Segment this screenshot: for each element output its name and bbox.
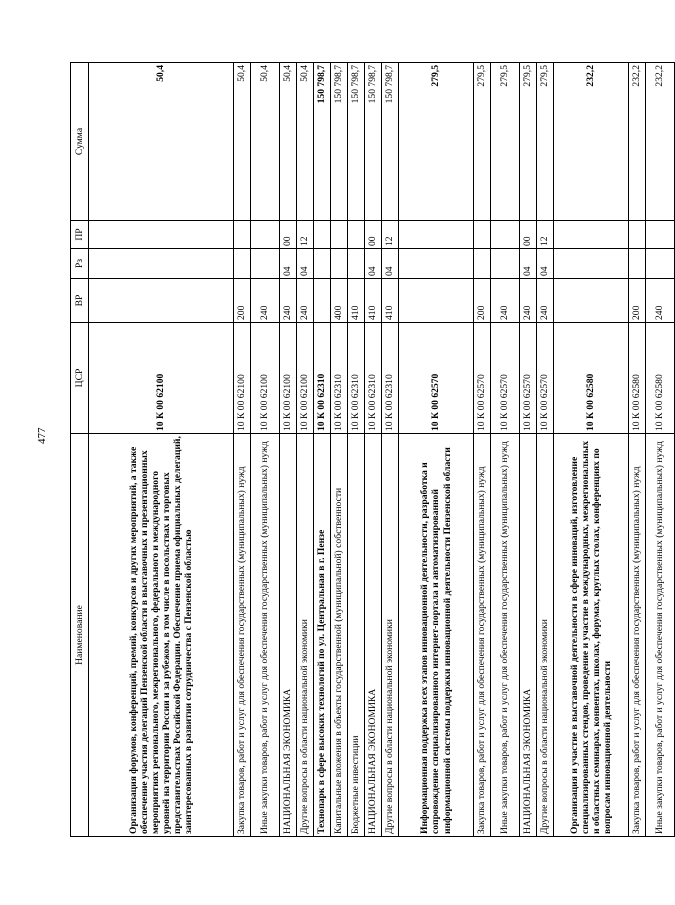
row-vr: 410 — [365, 279, 382, 323]
row-name: Информационная поддержка всех этапов инновационной деятельности, разработка и сопровождение специализированного интернет-портала и автоматизированной информационной системы поддержки инновационной деятельности Пензенской области — [399, 434, 474, 837]
row-csr: 10 К 00 62310 — [331, 323, 348, 434]
row-rz — [234, 249, 251, 279]
row-vr: 400 — [331, 279, 348, 323]
row-vr — [399, 279, 474, 323]
row-vr — [89, 279, 234, 323]
row-sum: 232,2 — [646, 63, 675, 221]
row-rz — [251, 249, 280, 279]
budget-table — [70, 62, 675, 837]
table-header-row — [71, 63, 89, 837]
row-vr: 240 — [280, 279, 297, 323]
row-csr: 10 К 00 62100 — [234, 323, 251, 434]
row-pr: 00 — [280, 221, 297, 249]
row-vr: 240 — [520, 279, 537, 323]
row-sum: 150 798,7 — [382, 63, 399, 221]
row-vr — [554, 279, 629, 323]
row-rz — [348, 249, 365, 279]
col-header-pr: ПР — [71, 221, 89, 249]
row-sum: 150 798,7 — [348, 63, 365, 221]
row-name: Бюджетные инвестиции — [348, 434, 365, 837]
row-sum: 50,4 — [234, 63, 251, 221]
row-vr: 240 — [491, 279, 520, 323]
row-rz — [314, 249, 331, 279]
row-rz: 04 — [382, 249, 399, 279]
row-vr: 200 — [234, 279, 251, 323]
table-row — [491, 63, 520, 837]
row-name: Организация и участие в выставочной деятельности в сфере инноваций, изготовление специализированных стендов, проведение и участие в международных, межрегиональных и областных семинарах, конвентах, школах, форумах, круглых столах, конференциях по вопросам инновационной деятельности — [554, 434, 629, 837]
table-row — [554, 63, 629, 837]
row-csr: 10 К 00 62310 — [365, 323, 382, 434]
row-pr: 12 — [537, 221, 554, 249]
row-rz — [399, 249, 474, 279]
row-csr: 10 К 00 62310 — [382, 323, 399, 434]
row-pr — [491, 221, 520, 249]
row-vr: 410 — [348, 279, 365, 323]
col-header-csr: ЦСР — [71, 323, 89, 434]
row-csr: 10 К 00 62570 — [520, 323, 537, 434]
row-rz — [554, 249, 629, 279]
row-name: Организация форумов, конференций, премий, конкурсов и других мероприятий, а также обеспечение участия делегаций Пензенской области в выставочных и презентационных мероприятиях регионального, межрегионального, федерального и международного уровней на территории России и за рубежом, в том числе в посольствах и торговых представительствах Российской Федерации. Обеспечение приема официальных делегаций, заинтересованных в развитии сотрудничества с Пензенской областью — [89, 434, 234, 837]
row-sum: 50,4 — [297, 63, 314, 221]
row-vr: 200 — [474, 279, 491, 323]
row-name: Закупка товаров, работ и услуг для обеспечения государственных (муниципальных) нужд — [629, 434, 646, 837]
row-csr: 10 К 00 62100 — [297, 323, 314, 434]
col-header-vr: ВР — [71, 279, 89, 323]
row-sum: 279,5 — [399, 63, 474, 221]
table-row — [646, 63, 675, 837]
row-csr: 10 К 00 62570 — [399, 323, 474, 434]
table-row — [399, 63, 474, 837]
table-row — [365, 63, 382, 837]
row-rz: 04 — [280, 249, 297, 279]
row-pr — [554, 221, 629, 249]
row-pr: 12 — [297, 221, 314, 249]
table-row — [280, 63, 297, 837]
row-pr — [251, 221, 280, 249]
row-vr: 240 — [297, 279, 314, 323]
row-rz — [89, 249, 234, 279]
table-row — [348, 63, 365, 837]
row-vr: 240 — [537, 279, 554, 323]
row-csr: 10 К 00 62580 — [554, 323, 629, 434]
row-csr: 10 К 00 62310 — [348, 323, 365, 434]
page-number: 477 — [36, 427, 48, 444]
row-rz: 04 — [537, 249, 554, 279]
row-sum: 150 798,7 — [331, 63, 348, 221]
table-row — [520, 63, 537, 837]
col-header-name: Наименование — [71, 434, 89, 837]
row-csr: 10 К 00 62100 — [251, 323, 280, 434]
row-name: НАЦИОНАЛЬНАЯ ЭКОНОМИКА — [365, 434, 382, 837]
table-row — [537, 63, 554, 837]
row-pr — [348, 221, 365, 249]
row-sum: 279,5 — [474, 63, 491, 221]
rotated-page — [70, 63, 666, 837]
row-csr: 10 К 00 62570 — [537, 323, 554, 434]
row-csr: 10 К 00 62310 — [314, 323, 331, 434]
table-row — [331, 63, 348, 837]
row-rz: 04 — [365, 249, 382, 279]
table-row — [474, 63, 491, 837]
row-name: Технопарк в сфере высоких технологий по ул. Центральная в г. Пензе — [314, 434, 331, 837]
row-csr: 10 К 00 62580 — [646, 323, 675, 434]
row-pr — [314, 221, 331, 249]
row-name: НАЦИОНАЛЬНАЯ ЭКОНОМИКА — [520, 434, 537, 837]
table-row — [234, 63, 251, 837]
row-rz — [646, 249, 675, 279]
row-pr — [331, 221, 348, 249]
row-pr — [399, 221, 474, 249]
row-pr: 00 — [520, 221, 537, 249]
row-name: Иные закупки товаров, работ и услуг для обеспечения государственных (муниципальных) нужд — [646, 434, 675, 837]
row-sum: 232,2 — [554, 63, 629, 221]
row-csr: 10 К 00 62100 — [89, 323, 234, 434]
row-sum: 50,4 — [89, 63, 234, 221]
row-pr — [646, 221, 675, 249]
row-vr — [314, 279, 331, 323]
row-pr — [234, 221, 251, 249]
row-csr: 10 К 00 62100 — [280, 323, 297, 434]
row-vr: 240 — [646, 279, 675, 323]
row-vr: 240 — [251, 279, 280, 323]
row-name: Иные закупки товаров, работ и услуг для обеспечения государственных (муниципальных) нужд — [491, 434, 520, 837]
row-rz: 04 — [297, 249, 314, 279]
row-sum: 50,4 — [280, 63, 297, 221]
row-sum: 50,4 — [251, 63, 280, 221]
row-sum: 279,5 — [491, 63, 520, 221]
row-pr — [89, 221, 234, 249]
row-name: НАЦИОНАЛЬНАЯ ЭКОНОМИКА — [280, 434, 297, 837]
row-name: Закупка товаров, работ и услуг для обеспечения государственных (муниципальных) нужд — [474, 434, 491, 837]
row-pr: 12 — [382, 221, 399, 249]
col-header-rz: Рз — [71, 249, 89, 279]
row-rz — [629, 249, 646, 279]
row-vr: 410 — [382, 279, 399, 323]
row-name: Капитальные вложения в объекты государственной (муниципальной) собственности — [331, 434, 348, 837]
col-header-sum: Сумма — [71, 63, 89, 221]
row-name: Другие вопросы в области национальной экономики — [382, 434, 399, 837]
row-sum: 279,5 — [537, 63, 554, 221]
row-csr: 10 К 00 62570 — [474, 323, 491, 434]
row-name: Иные закупки товаров, работ и услуг для обеспечения государственных (муниципальных) нужд — [251, 434, 280, 837]
row-rz — [491, 249, 520, 279]
table-row — [314, 63, 331, 837]
row-sum: 150 798,7 — [365, 63, 382, 221]
table-row — [382, 63, 399, 837]
row-sum: 150 798,7 — [314, 63, 331, 221]
table-row — [251, 63, 280, 837]
row-csr: 10 К 00 62570 — [491, 323, 520, 434]
row-csr: 10 К 00 62580 — [629, 323, 646, 434]
row-name: Другие вопросы в области национальной экономики — [537, 434, 554, 837]
table-row — [297, 63, 314, 837]
table-row — [89, 63, 234, 837]
row-rz — [331, 249, 348, 279]
row-sum: 279,5 — [520, 63, 537, 221]
row-sum: 232,2 — [629, 63, 646, 221]
row-pr — [629, 221, 646, 249]
row-name: Закупка товаров, работ и услуг для обеспечения государственных (муниципальных) нужд — [234, 434, 251, 837]
table-row — [629, 63, 646, 837]
row-pr — [474, 221, 491, 249]
row-name: Другие вопросы в области национальной экономики — [297, 434, 314, 837]
row-rz — [474, 249, 491, 279]
row-vr: 200 — [629, 279, 646, 323]
row-pr: 00 — [365, 221, 382, 249]
row-rz: 04 — [520, 249, 537, 279]
